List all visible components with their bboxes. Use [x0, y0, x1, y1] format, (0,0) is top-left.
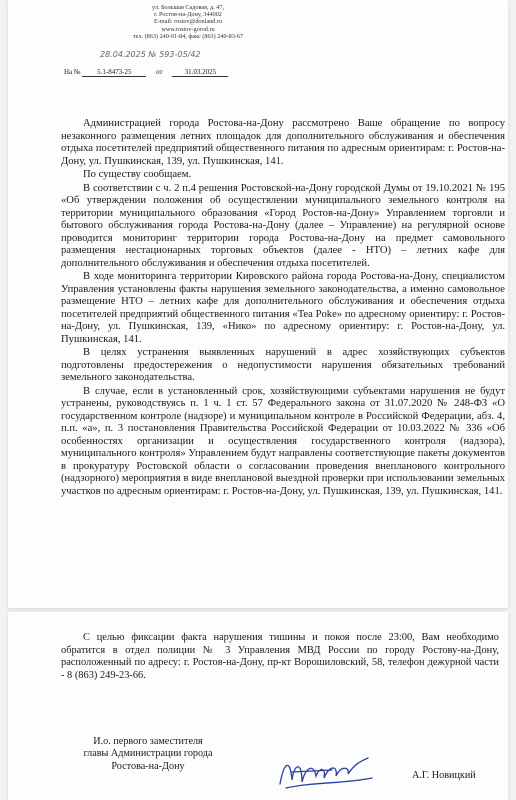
body-paragraph: Администрацией города Ростова-на-Дону рассмотрено Ваше обращение по вопросу незаконного размещения летних площадок для дополнительного обслуживания и обеспечения отдыха посетителей предприятий общественного питания по адресным ориентирам: г. Ростов-на-Дону, ул. Пушкинская, 139, ул. Пушкинская, 141.: [61, 118, 505, 167]
body-paragraph: В целях устранения выявленных нарушений в адрес хозяйствующих субъектов подготовлены предостережения о недопустимости нарушения обязательных требований земельного законодательства.: [61, 347, 505, 383]
reference-number: 5.1-8473-25: [82, 68, 146, 77]
body-paragraph: По существу сообщаем.: [83, 169, 192, 180]
signatory-name: А.Г. Новицкий: [412, 770, 476, 781]
email-line: E-mail: rostov@donland.ru: [154, 18, 222, 26]
handwritten-registration-note: 28.04.2025 № 593-05/42: [100, 50, 201, 59]
address-line: г. Ростов-на-Дону, 344002: [154, 11, 222, 19]
position-line: И.о. первого заместителя: [93, 736, 203, 747]
sender-address-block: [88, 4, 288, 40]
handwritten-signature: [272, 752, 382, 792]
reference-from-label: от: [156, 68, 163, 76]
address-line: ул. Большая Садовая, д. 47,: [152, 4, 224, 11]
signatory-position: [68, 736, 228, 773]
body-paragraph: В случае, если в установленный срок, хозяйствующими субъектами нарушения не будут устранены, руководствуясь п. 1 ч. 1 ст. 57 Федерального закона от 31.07.2020 № 248-ФЗ «О государственном контроле (надзоре) и муниципальном контроле в Российской Федерации, абз. 4, п.п. «а», п. 3 постановления Правительства Российской Федерации от 10.03.2022 № 336 «Об особенностях организации и осуществления государственного контроля (надзора), муниципального контроля» Управлением будут направлены соответствующие пакеты документов в прокуратуру Ростовской области о согласовании проведения внепланового контрольного (надзорного) мероприятия в виде внеплановой выездной проверки при использовании земельных участков по адресным ориентирам: г. Ростов-на-Дону, ул. Пушкинская, 139, ул. Пушкинская, 141.: [61, 385, 505, 497]
body-paragraph: В ходе мониторинга территории Кировского района города Ростова-на-Дону, специалистом Управления установлены факты нарушения земельного законодательства, а именно самовольное размещение НТО – летних кафе для дополнительного обслуживания и обеспечения отдыха посетителей предприятий общественного питания «Tea Poke» по адресному ориентиру: г. Ростов-на-Дону, ул. Пушкинская, 139, «Нико» по адресному ориентиру: г. Ростов-на-Дону, ул. Пушкинская, 141.: [61, 271, 505, 345]
phone-fax-line: тел. (863) 240-91-84, факс (863) 240-83-67: [132, 32, 244, 40]
reference-date: 31.03.2025: [172, 68, 228, 77]
body-paragraph: В соответствии с ч. 2 п.4 решения Ростовской-на-Дону городской Думы от 19.10.2021 № 195 «Об утверждении положения об осуществлении муниципального земельного контроля на территории муниципального образования «Город Ростов-на-Дону» Управлением торговли и бытового обслуживания города Ростова-на-Дону (далее – Управление) на регулярной основе проводится мониторинг территории города Ростова-на-Дону на предмет самовольного размещения нестационарных торговых объектов (далее - НТО) – летних кафе для дополнительного обслуживания и обеспечения отдыха посетителей.: [61, 182, 505, 269]
police-notice: [61, 632, 499, 682]
position-line: Ростова-на-Дону: [111, 760, 185, 772]
website-line: www.rostov-gorod.ru: [161, 25, 215, 33]
letter-page-1: [8, 0, 508, 608]
letter-body: [61, 118, 505, 498]
letter-page-2: [8, 612, 508, 800]
position-line: главы Администрации города: [83, 748, 213, 760]
reference-prefix: На №: [64, 68, 81, 76]
notice-paragraph: С целью фиксации факта нарушения тишины и покоя после 23:00, Вам необходимо обратится в отдел полиции № 3 Управления МВД России по городу Ростову-на-Дону, расположенный по адресу: г. Ростов-на-Дону, пр-кт Ворошиловский, 58, телефон дежурной части - 8 (863) 249-23-66.: [61, 632, 499, 681]
reference-line: [64, 68, 228, 77]
